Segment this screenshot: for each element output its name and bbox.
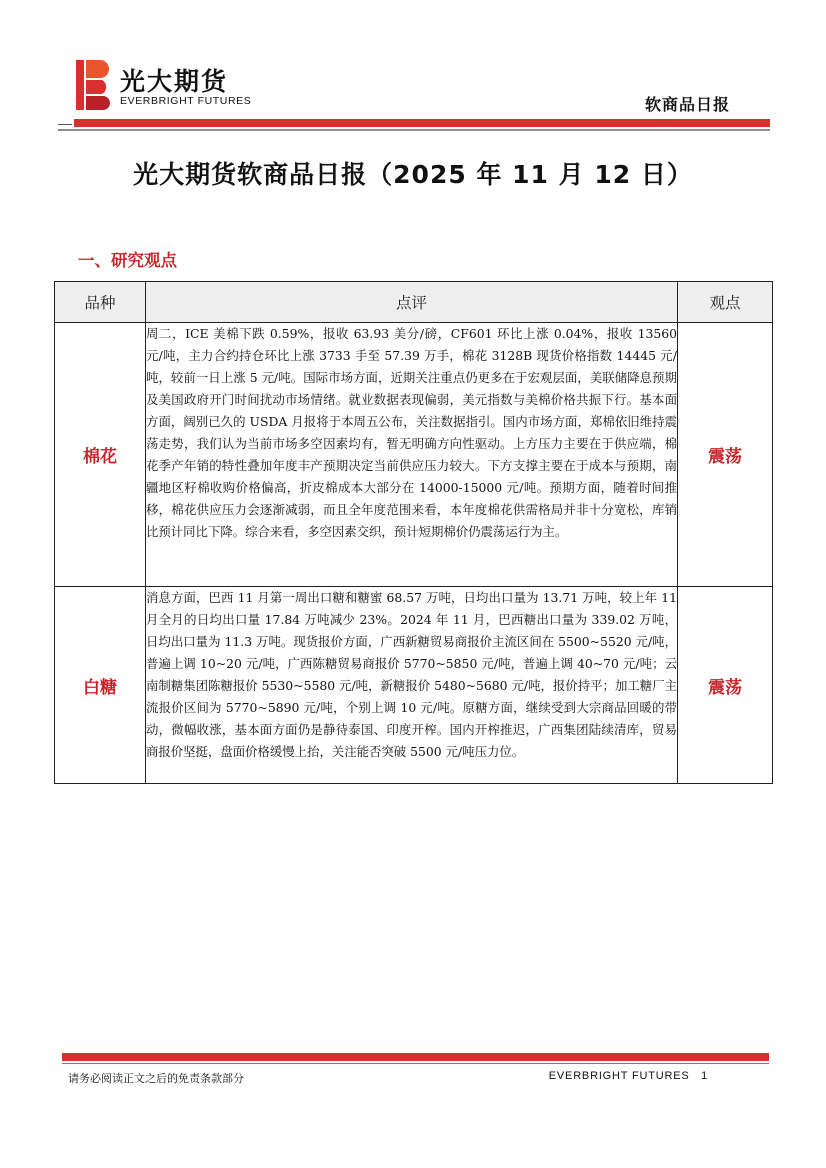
footer-brand-page: [549, 1070, 708, 1082]
header-rule-tick: [58, 124, 72, 125]
footer-disclaimer: 请务必阅读正文之后的免责条款部分: [68, 1072, 244, 1085]
header-variety: 品种: [55, 282, 146, 323]
document-title: 光大期货软商品日报（2025 年 11 月 12 日）: [133, 160, 693, 189]
view-cell: 震荡: [678, 323, 773, 587]
variety-cell: 棉花: [55, 323, 146, 587]
everbright-logo-icon: [76, 60, 110, 110]
view-cell: 震荡: [678, 587, 773, 784]
footer-brand: EVERBRIGHT FUTURES: [548, 1070, 690, 1082]
table-row-sugar: [55, 587, 773, 784]
research-table: [54, 281, 773, 784]
table-row-cotton: [55, 323, 773, 587]
header-view: 观点: [678, 282, 773, 323]
footer-red-rule: [62, 1053, 769, 1061]
variety-cell: 白糖: [55, 587, 146, 784]
comment-cell: 消息方面，巴西 11 月第一周出口糖和糖蜜 68.57 万吨，日均出口量为 13.71 万吨，较上年 11 月全月的日均出口量 17.84 万吨减少 23%。2024 年 11 月，巴西糖出口量为 339.02 万吨，日均出口量为 11.3 万吨。现货报价方面，广西新糖贸易商报价主流区间在 5500~5520 元/吨，普遍上调 10~20 元/吨，广西陈糖贸易商报价 5770~5850 元/吨，普遍上调 40~70 元/吨；云南制糖集团陈糖报价 5530~5580 元/吨，新糖报价 5480~5680 元/吨，报价持平；加工糖厂主流报价区间为 5770~5890 元/吨，个别上调 10 元/吨。原糖方面，继续受到大宗商品回暖的带动，微幅收涨，基本面方面仍是静待泰国、印度开榨。国内开榨推迟，广西集团陆续清库，贸易商报价坚挺，盘面价格缓慢上抬，关注能否突破 5500 元/吨压力位。: [146, 587, 678, 784]
logo-chinese-name: 光大期货: [120, 67, 229, 96]
header-comment: 点评: [146, 282, 678, 323]
header-gray-rule: [58, 129, 770, 131]
company-logo: [76, 60, 256, 110]
report-type-label: 软商品日报: [644, 95, 730, 114]
footer-gray-rule: [62, 1063, 769, 1064]
table-header-row: [55, 282, 773, 323]
comment-cell: 周二，ICE 美棉下跌 0.59%，报收 63.93 美分/磅，CF601 环比上涨 0.04%，报收 13560 元/吨，主力合约持仓环比上涨 3733 手至 57.39 万手，棉花 3128B 现货价格指数 14445 元/吨，较前一日上涨 5 元/吨。国际市场方面，近期关注重点仍更多在于宏观层面，美联储降息预期及美国政府开门时间扰动市场情绪。就业数据表现偏弱，美元指数与美棉价格共振下行。基本面方面，阔别已久的 USDA 月报将于本周五公布，关注数据指引。国内市场方面，郑棉依旧维持震荡走势，我们认为当前市场多空因素均有，暂无明确方向性驱动。上方压力主要在于供应端，棉花季产年销的特性叠加年度丰产预期决定当前供应压力较大。下方支撑主要在于成本与预期，南疆地区籽棉收购价格偏高，折皮棉成本大部分在 14000-15000 元/吨。预期方面，随着时间推移，棉花供应压力会逐渐减弱，而且全年度范围来看，本年度棉花供需格局并非十分宽松，库销比预计同比下降。综合来看，多空因素交织，预计短期棉价仍震荡运行为主。: [146, 323, 678, 587]
logo-english-name: EVERBRIGHT FUTURES: [120, 95, 252, 107]
page-number: 1: [701, 1070, 708, 1082]
section-heading: 一、研究观点: [78, 251, 177, 270]
header-red-rule: [74, 119, 770, 127]
